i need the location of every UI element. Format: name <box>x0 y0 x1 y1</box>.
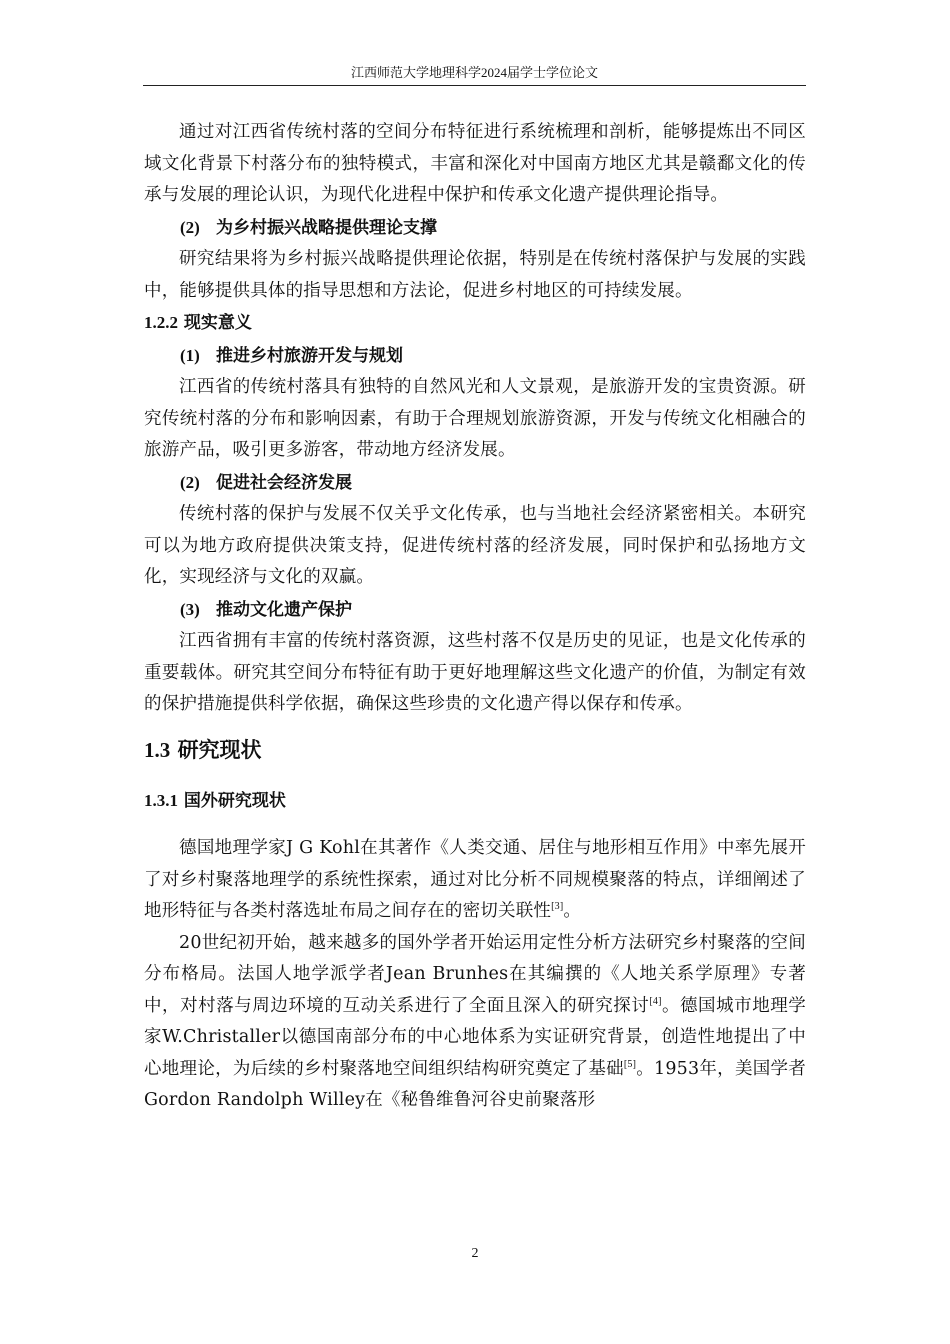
section-heading-1-3 <box>144 733 806 767</box>
paragraph-text-end: 。 <box>563 901 582 921</box>
item-number: (2) <box>180 472 200 492</box>
paragraph-text: 。1953年，美国学者Gordon Randolph Willey在《秘鲁维鲁河谷史前聚落形 <box>144 1058 806 1110</box>
item-heading-economy <box>144 467 806 500</box>
paragraph-text: 。德国城市地理学家W.Christaller以德国南部分布的中心地体系为实证研究背景，创造性地提出了中心地理论，为后续的乡村聚落地空间组织结构研究奠定了基础 <box>144 995 806 1079</box>
item-number: (3) <box>180 599 200 619</box>
item-number: (2) <box>180 217 200 237</box>
paragraph-kohl <box>144 833 806 928</box>
paragraph-text: 20世纪初开始，越来越多的国外学者开始运用定性分析方法研究乡村聚落的空间分布格局。法国人地学派学者Jean Brunhes在其编撰的《人地关系学原理》专著中，对村落与周边环境的互动关系进行了全面且深入的研究探讨 <box>144 932 806 1016</box>
running-header: 江西师范大学地理科学2024届学士学位论文 <box>350 65 598 80</box>
item-heading-tourism <box>144 340 806 373</box>
section-heading-1-2-2 <box>144 307 806 340</box>
section-number: 1.2.2 <box>144 313 178 332</box>
item-title: 推动文化遗产保护 <box>216 599 352 620</box>
paragraph-tourism: 江西省的传统村落具有独特的自然风光和人文景观，是旅游开发的宝贵资源。研究传统村落的分布和影响因素，有助于合理规划旅游资源，开发与传统文化相融合的旅游产品，吸引更多游客，带动地方经济发展。 <box>144 377 806 460</box>
item-title: 为乡村振兴战略提供理论支撑 <box>216 217 437 238</box>
page-body <box>144 117 806 1117</box>
citation-3: [3] <box>551 901 564 913</box>
section-number: 1.3 <box>144 737 171 762</box>
section-heading-1-3-1 <box>144 785 806 818</box>
item-heading-heritage <box>144 594 806 627</box>
section-number: 1.3.1 <box>144 790 178 810</box>
item-number: (1) <box>180 345 200 365</box>
paragraph-text: 德国地理学家J G Kohl在其著作《人类交通、居住与地形相互作用》中率先展开了对乡村聚落地理学的系统性探索，通过对比分析不同规模聚落的特点，详细阐述了地形特征与各类村落选址布局之间存在的密切关联性 <box>144 838 806 921</box>
citation-4: [4] <box>649 995 662 1007</box>
paragraph-rural-revitalization: 研究结果将为乡村振兴战略提供理论依据，特别是在传统村落保护与发展的实践中，能够提供具体的指导思想和方法论，促进乡村地区的可持续发展。 <box>144 249 806 301</box>
section-title: 研究现状 <box>177 736 262 762</box>
item-heading-rural-revitalization <box>144 212 806 245</box>
paragraph-theory-significance: 通过对江西省传统村落的空间分布特征进行系统梳理和剖析，能够提炼出不同区域文化背景下村落分布的独特模式，丰富和深化对中国南方地区尤其是赣鄱文化的传承与发展的理论认识，为现代化进程中保护和传承文化遗产提供理论指导。 <box>144 122 806 205</box>
paragraph-heritage: 江西省拥有丰富的传统村落资源，这些村落不仅是历史的见证，也是文化传承的重要载体。研究其空间分布特征有助于更好地理解这些文化遗产的价值，为制定有效的保护措施提供科学依据，确保这些珍贵的文化遗产得以保存和传承。 <box>144 631 806 714</box>
page-number: 2 <box>471 1246 479 1261</box>
item-title: 推进乡村旅游开发与规划 <box>216 345 403 366</box>
header-rule <box>143 85 806 86</box>
paragraph-economy: 传统村落的保护与发展不仅关乎文化传承，也与当地社会经济紧密相关。本研究可以为地方政府提供决策支持，促进传统村落的经济发展，同时保护和弘扬地方文化，实现经济与文化的双赢。 <box>144 504 806 587</box>
paragraph-20th-century <box>144 928 806 1117</box>
section-title: 现实意义 <box>183 313 252 333</box>
section-title: 国外研究现状 <box>183 790 286 811</box>
citation-5: [5] <box>623 1058 637 1070</box>
item-title: 促进社会经济发展 <box>216 472 352 493</box>
